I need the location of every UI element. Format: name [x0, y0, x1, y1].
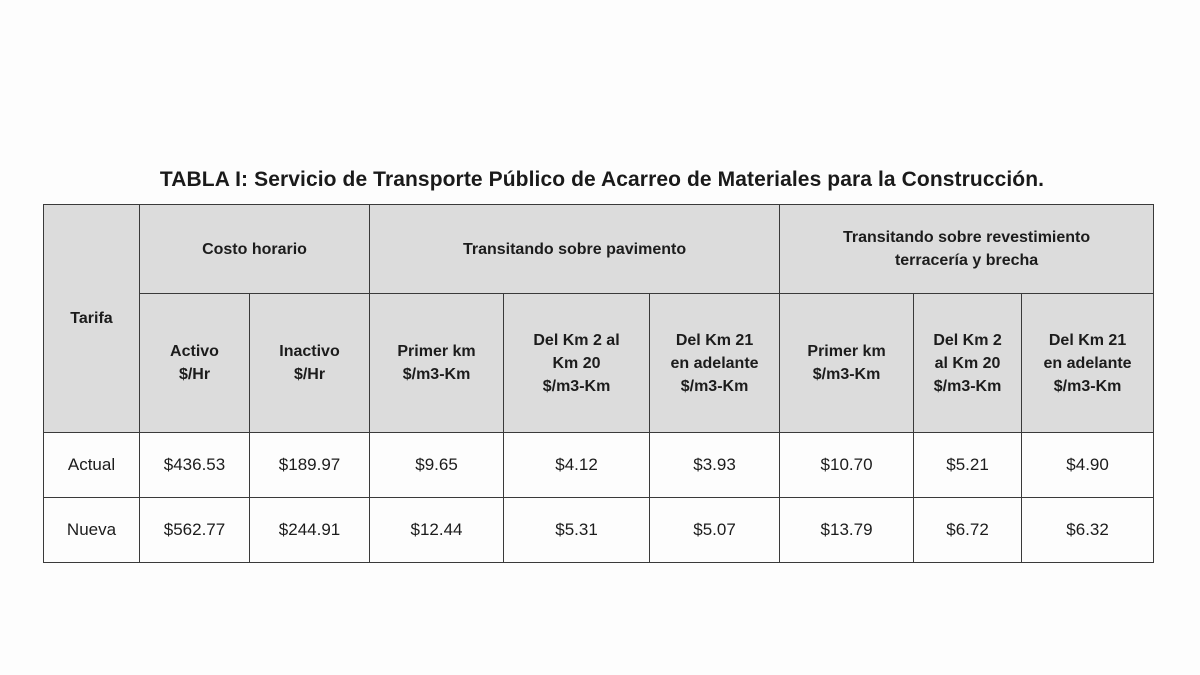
- col-pav-km2-20-line-1: Del Km 2 al: [533, 331, 620, 349]
- col-pav-primer-km-line-2: $/m3-Km: [402, 366, 471, 383]
- col-pav-km2-20: [504, 294, 650, 433]
- tariff-table: [43, 204, 1154, 563]
- cell-nueva-rev-km2-20: $6.72: [914, 498, 1022, 563]
- group-costo-horario: Costo horario: [140, 205, 370, 294]
- group-header-row: [44, 205, 1154, 294]
- cell-nueva-rev-km21: $6.32: [1022, 498, 1154, 563]
- col-pav-km2-20-line-3: $/m3-Km: [542, 377, 611, 395]
- col-activo: [140, 294, 250, 433]
- col-rev-primer-km-line-2: $/m3-Km: [812, 366, 881, 383]
- tarifa-header: Tarifa: [44, 205, 140, 433]
- col-rev-km2-20-line-3: $/m3-Km: [933, 377, 1002, 395]
- col-rev-km2-20-line-2: al Km 20: [934, 354, 1001, 372]
- cell-actual-pav-km21: $3.93: [650, 433, 780, 498]
- col-rev-primer-km-line-1: Primer km: [807, 343, 886, 360]
- col-pav-primer-km-line-1: Primer km: [397, 343, 476, 360]
- col-pav-km21-line-2: en adelante: [670, 354, 759, 372]
- col-pav-km2-20-line-2: Km 20: [552, 354, 601, 372]
- cell-actual-activo: $436.53: [140, 433, 250, 498]
- table-row-actual: [44, 433, 1154, 498]
- row-label-actual: Actual: [44, 433, 140, 498]
- cell-nueva-pav-km2-20: $5.31: [504, 498, 650, 563]
- row-label-nueva: Nueva: [44, 498, 140, 563]
- col-pav-km21-line-3: $/m3-Km: [680, 377, 749, 395]
- group-revestimiento-line-2: terracería y brecha: [894, 252, 1039, 269]
- col-pav-km21-line-1: Del Km 21: [675, 331, 754, 349]
- table-row-nueva: [44, 498, 1154, 563]
- col-activo-line-2: $/Hr: [178, 366, 211, 383]
- cell-nueva-inactivo: $244.91: [250, 498, 370, 563]
- col-rev-km21-line-2: en adelante: [1043, 354, 1132, 372]
- col-inactivo-line-1: Inactivo: [279, 343, 340, 360]
- cell-nueva-activo: $562.77: [140, 498, 250, 563]
- cell-actual-rev-primer-km: $10.70: [780, 433, 914, 498]
- cell-nueva-pav-primer-km: $12.44: [370, 498, 504, 563]
- column-header-row: [44, 294, 1154, 433]
- col-pav-km21: [650, 294, 780, 433]
- col-rev-primer-km: [780, 294, 914, 433]
- cell-nueva-pav-km21: $5.07: [650, 498, 780, 563]
- table-title: TABLA I: Servicio de Transporte Público de Acarreo de Materiales para la Construcción.: [159, 168, 1045, 191]
- cell-nueva-rev-primer-km: $13.79: [780, 498, 914, 563]
- col-inactivo-line-2: $/Hr: [293, 366, 326, 383]
- group-pavimento: Transitando sobre pavimento: [370, 205, 780, 294]
- cell-actual-pav-km2-20: $4.12: [504, 433, 650, 498]
- col-rev-km2-20: [914, 294, 1022, 433]
- cell-actual-rev-km21: $4.90: [1022, 433, 1154, 498]
- col-pav-primer-km: [370, 294, 504, 433]
- col-rev-km21-line-1: Del Km 21: [1048, 331, 1127, 349]
- cell-actual-rev-km2-20: $5.21: [914, 433, 1022, 498]
- col-rev-km21: [1022, 294, 1154, 433]
- cell-actual-inactivo: $189.97: [250, 433, 370, 498]
- col-rev-km2-20-line-1: Del Km 2: [933, 331, 1002, 349]
- cell-actual-pav-primer-km: $9.65: [370, 433, 504, 498]
- col-inactivo: [250, 294, 370, 433]
- col-activo-line-1: Activo: [170, 343, 219, 360]
- group-revestimiento: [780, 205, 1154, 294]
- group-revestimiento-line-1: Transitando sobre revestimiento: [842, 229, 1091, 246]
- col-rev-km21-line-3: $/m3-Km: [1053, 377, 1122, 395]
